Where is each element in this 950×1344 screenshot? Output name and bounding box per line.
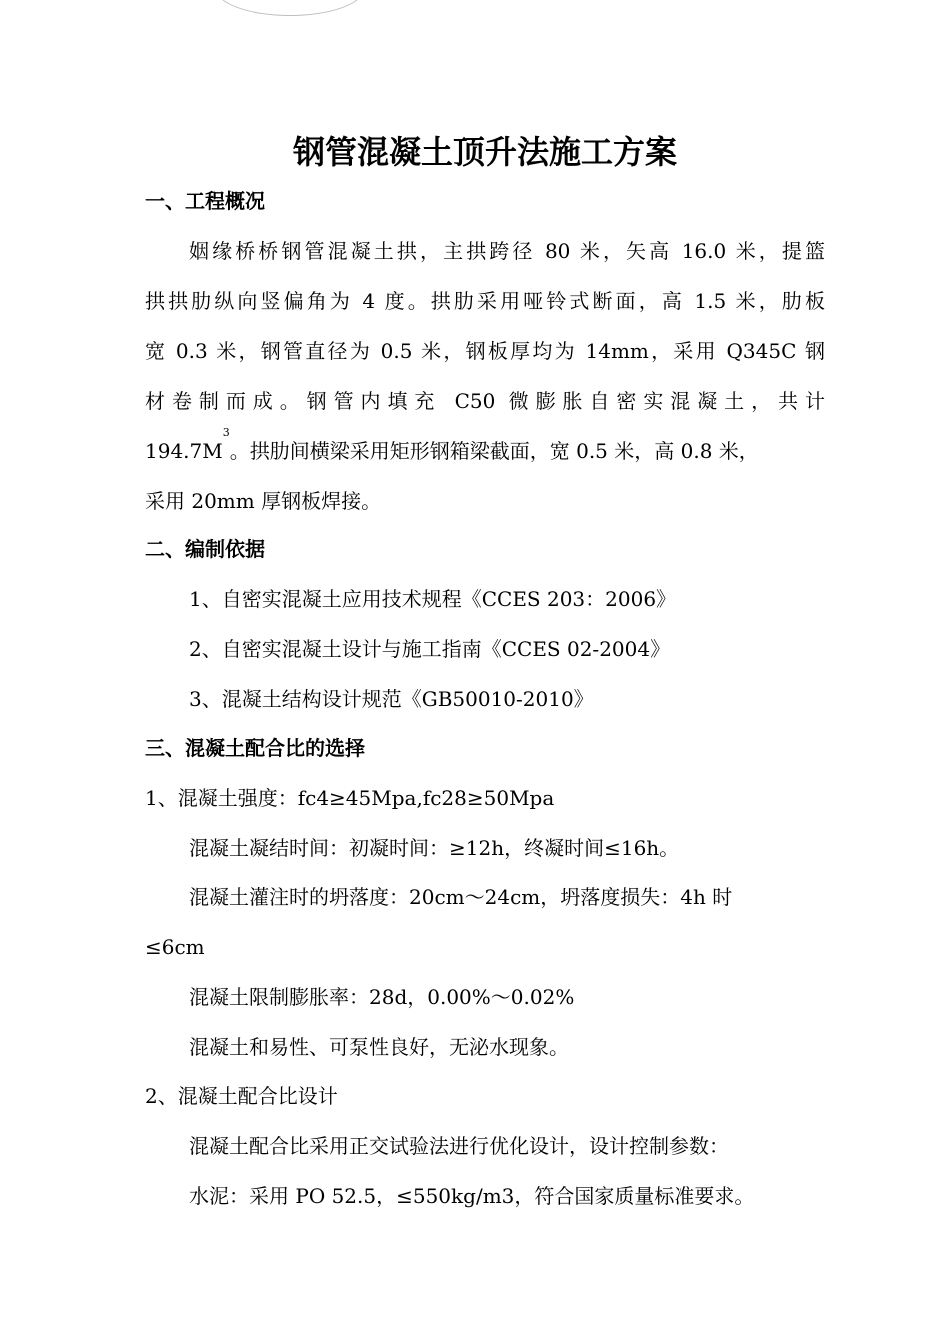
mix-slump: 混凝土灌注时的坍落度：20cm～24cm，坍落度损失：4h 时: [189, 885, 733, 909]
mix-workability: 混凝土和易性、可泵性良好，无泌水现象。: [189, 1035, 569, 1059]
section-heading-basis: 二、编制依据: [145, 537, 265, 561]
overview-line-5: [145, 426, 825, 476]
overview-line-5-rest: 。拱肋间横梁采用矩形钢箱梁截面，宽 0.5 米，高 0.8 米，: [229, 439, 759, 463]
overview-line-1: 姻缘桥桥钢管混凝土拱，主拱跨径 80 米，矢高 16.0 米，提篮: [189, 239, 825, 263]
mix-subheading-strength: 1、混凝土强度：fc4≥45Mpa,fc28≥50Mpa: [145, 786, 555, 810]
basis-item-1: 1、自密实混凝土应用技术规程《CCES 203：2006》: [189, 587, 677, 611]
volume-value: 194.7M: [145, 439, 223, 463]
overview-line-4: 材卷制而成。钢管内填充 C50 微膨胀自密实混凝土，共计: [145, 389, 825, 413]
basis-item-2: 2、自密实混凝土设计与施工指南《CCES 02-2004》: [189, 637, 671, 661]
mix-setting-time: 混凝土凝结时间：初凝时间：≥12h，终凝时间≤16h。: [189, 836, 680, 860]
section-heading-overview: 一、工程概况: [145, 189, 265, 213]
section-heading-mix: 三、混凝土配合比的选择: [145, 736, 365, 760]
mix-expansion: 混凝土限制膨胀率：28d，0.00%～0.02%: [189, 985, 575, 1009]
overview-line-6: 采用 20mm 厚钢板焊接。: [145, 489, 382, 513]
basis-item-3: 3、混凝土结构设计规范《GB50010-2010》: [189, 687, 594, 711]
mix-subheading-design: 2、混凝土配合比设计: [145, 1084, 338, 1108]
overview-line-3: 宽 0.3 米，钢管直径为 0.5 米，钢板厚均为 14mm，采用 Q345C 钢: [145, 339, 825, 363]
overview-line-2: 拱拱肋纵向竖偏角为 4 度。拱肋采用哑铃式断面，高 1.5 米，肋板: [145, 289, 825, 313]
document-title: 钢管混凝土顶升法施工方案: [292, 133, 677, 171]
top-arc-decoration: [215, 0, 365, 16]
mix-cement: 水泥：采用 PO 52.5，≤550kg/m3，符合国家质量标准要求。: [189, 1184, 755, 1208]
overview-paragraph: [145, 226, 825, 526]
mix-slump-cont: ≤6cm: [145, 935, 205, 959]
volume-superscript: 3: [222, 426, 230, 439]
mix-design-method: 混凝土配合比采用正交试验法进行优化设计，设计控制参数：: [189, 1134, 729, 1158]
